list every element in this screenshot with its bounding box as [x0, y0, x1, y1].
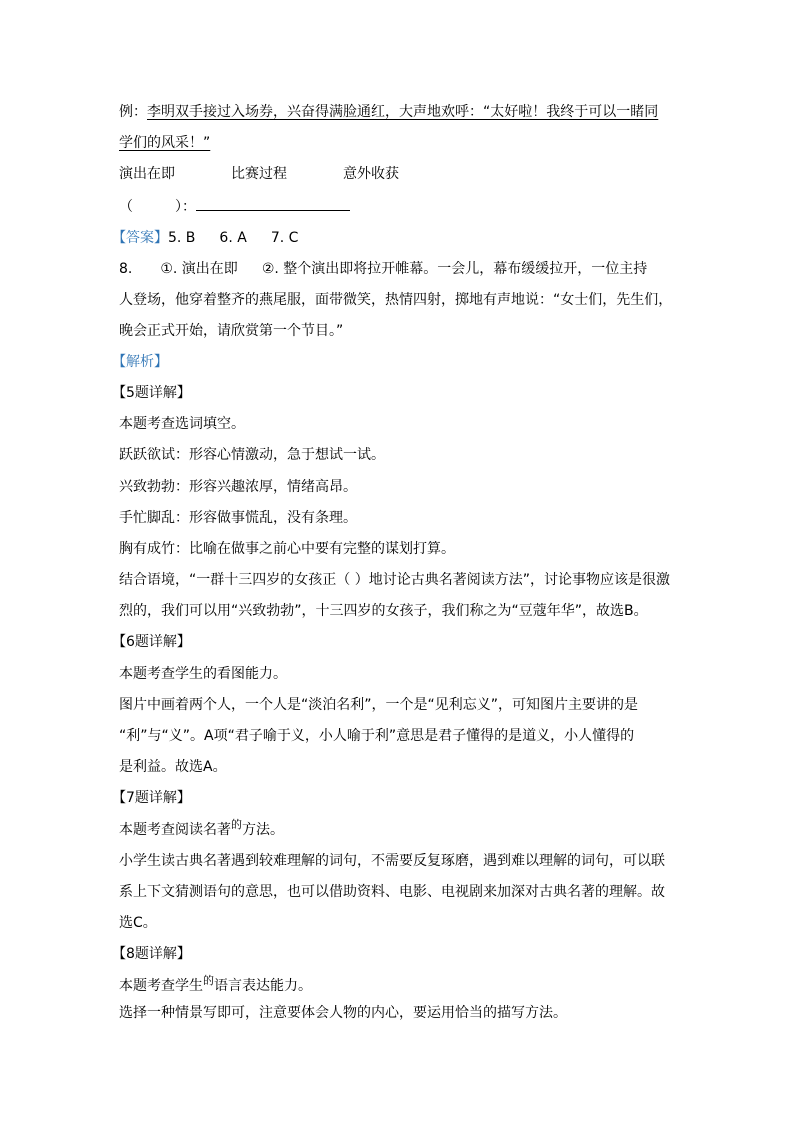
s7-line: 选C。 [119, 915, 157, 931]
option-1: 演出在即 [119, 166, 175, 182]
s7-text: 方法。 [242, 822, 284, 838]
answer-7: 7. C [270, 230, 299, 246]
answer-label: 【答案】 [112, 230, 168, 246]
s5-line: 兴致勃勃：形容兴趣浓厚，情绪高昂。 [119, 479, 357, 495]
blank-line [119, 198, 350, 216]
option-2: 比赛过程 [231, 166, 287, 182]
analysis-label: 【解析】 [112, 354, 168, 370]
s6-line: 本题考查学生的看图能力。 [119, 666, 287, 682]
s6-line: “利”与“义”。A项“君子喻于义，小人喻于利”意思是君子懂得的是道义，小人懂得的 [119, 728, 635, 744]
s5-line: 烈的，我们可以用“兴致勃勃”，十三四岁的女孩子，我们称之为“豆蔻年华”，故选B。 [119, 603, 648, 619]
s7-text: 本题考查阅读名著 [119, 822, 231, 838]
s6-line: 图片中画着两个人，一个人是“淡泊名利”，一个是“见利忘义”，可知图片主要讲的是 [119, 697, 639, 713]
s8-sup: 的 [203, 974, 214, 987]
example-text: 李明双手接过入场券，兴奋得满脸通红，大声地欢呼：“太好啦！我终于可以一睹同 [147, 104, 659, 120]
answer-5: 5. B [168, 230, 196, 246]
s5-line: 结合语境，“一群十三四岁的女孩正（ ）地讨论古典名著阅读方法”，讨论事物应该是很激 [119, 572, 670, 588]
s7-sup: 的 [231, 818, 242, 831]
options-row [119, 165, 399, 183]
s5-line: 本题考查选词填空。 [119, 416, 245, 432]
s8-line-1 [119, 974, 312, 996]
s7-line: 系上下文猜测语句的意思，也可以借助资料、电影、电视剧来加深对古典名著的理解。故 [119, 884, 665, 900]
s8-text: 本题考查学生 [119, 978, 203, 994]
paren-close: ）： [175, 199, 196, 215]
q8-part2: ②. 整个演出即将拉开帷幕。一会儿，幕布缓缓拉开，一位主持 [261, 261, 648, 277]
q8-line-2: 人登场，他穿着整齐的燕尾服，面带微笑，热情四射，掷地有声地说：“女士们，先生们， [119, 292, 673, 308]
option-3: 意外收获 [343, 166, 399, 182]
s6-line: 是利益。故选A。 [119, 759, 227, 775]
s8-text: 语言表达能力。 [214, 978, 312, 994]
q8-line-3: 晚会正式开始，请欣赏第一个节目。” [119, 323, 344, 339]
q8-num: 8. [119, 261, 133, 277]
s7-line: 小学生读古典名著遇到较难理解的词句，不需要反复琢磨，遇到难以理解的词句，可以联 [119, 853, 665, 869]
example-prefix: 例： [119, 104, 147, 120]
s5-line: 手忙脚乱：形容做事慌乱，没有条理。 [119, 510, 357, 526]
q8-line-1 [119, 260, 647, 278]
s8-line-2: 选择一种情景写即可，注意要体会人物的内心，要运用恰当的描写方法。 [119, 1005, 567, 1021]
s7-title: 【7题详解】 [112, 790, 191, 806]
s5-line: 胸有成竹：比喻在做事之前心中要有完整的谋划打算。 [119, 541, 455, 557]
s6-title: 【6题详解】 [112, 634, 191, 650]
answer-line [112, 229, 298, 247]
paren-open: （ [119, 199, 133, 215]
answer-6: 6. A [219, 230, 247, 246]
example-line-2: 学们的风采！” [119, 135, 211, 151]
s7-line-1 [119, 818, 284, 840]
example-line-1 [119, 103, 658, 121]
answer-blank [196, 198, 350, 211]
s5-title: 【5题详解】 [112, 385, 191, 401]
q8-part1: ①. 演出在即 [160, 261, 238, 277]
s5-line: 跃跃欲试：形容心情激动，急于想试一试。 [119, 447, 385, 463]
s8-title: 【8题详解】 [112, 946, 191, 962]
